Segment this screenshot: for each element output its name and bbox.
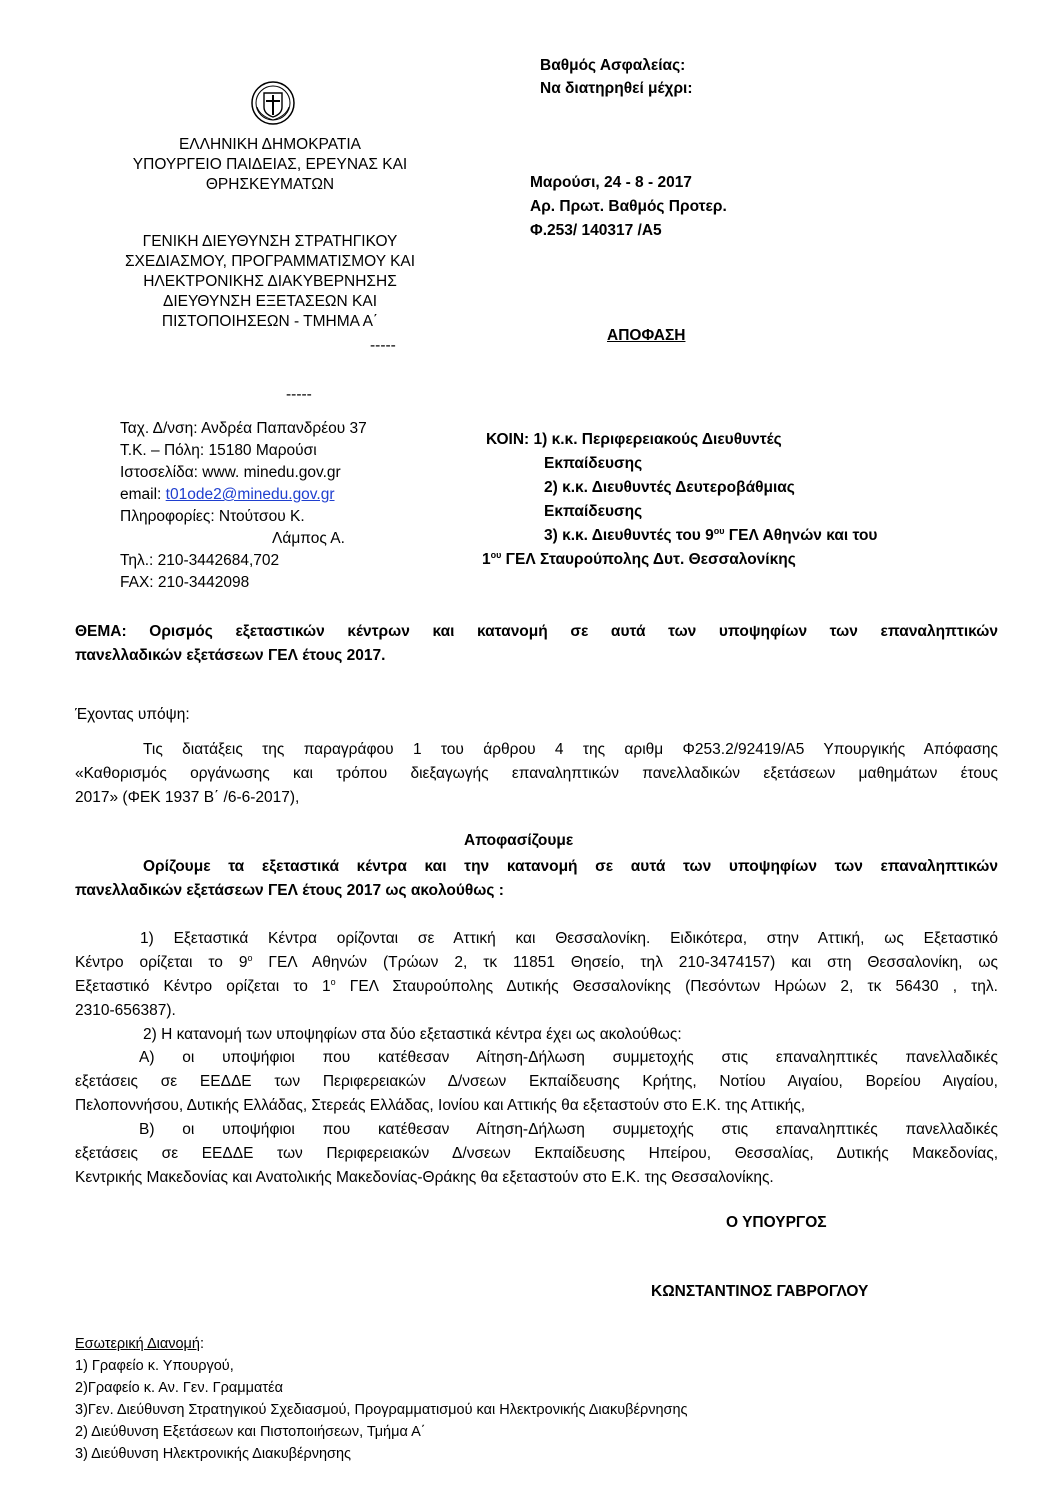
provisions-line-1: Τις διατάξεις της παραγράφου 1 του άρθρου 4 της αριθμ Φ253.2/92419/Α5 Υπουργικής Απόφασης bbox=[143, 741, 998, 758]
ministry-header bbox=[90, 135, 450, 195]
decision-title: ΑΠΟΦΑΣΗ bbox=[607, 327, 686, 344]
distribution-item: 2) Διεύθυνση Εξετάσεων και Πιστοποιήσεων, Τμήμα Α΄ bbox=[75, 1424, 426, 1440]
centers-line-2 bbox=[75, 951, 998, 975]
directorate-line-2: ΣΧΕΔΙΑΣΜΟΥ, ΠΡΟΓΡΑΜΜΑΤΙΣΜΟΥ ΚΑΙ bbox=[124, 253, 416, 270]
group-b-line-2: εξετάσεις σε ΕΕΔΔΕ των Περιφερειακών Δ/νσεων Εκπαίδευσης Ηπείρου, Θεσσαλίας, Δυτικής Μακεδονίας, bbox=[75, 1145, 998, 1162]
group-a-line-2: εξετάσεις σε ΕΕΔΔΕ των Περιφερειακών Δ/νσεων Εκπαίδευσης Κρήτης, Νοτίου Αιγαίου, Βορείου Αιγαίου, bbox=[75, 1073, 998, 1090]
paragraph-exam-centers bbox=[75, 927, 998, 1047]
separator-dashes-2: ----- bbox=[286, 386, 312, 403]
recipient-line-5-text: 3) κ.κ. Διευθυντές του 9 bbox=[544, 527, 714, 544]
centers-line-3-tail: ΓΕΛ Σταυρούπολης Δυτικής Θεσσαλονίκης (Πεσόντων Ηρώων 2, τκ 56430 , τηλ. bbox=[335, 978, 998, 995]
recipient-line-6-num: 1 bbox=[482, 551, 491, 568]
republic-title: ΕΛΛΗΝΙΚΗ ΔΗΜΟΚΡΑΤΙΑ bbox=[178, 136, 362, 153]
protocol-number: Φ.253/ 140317 /Α5 bbox=[530, 222, 662, 239]
ministry-line-1: ΥΠΟΥΡΓΕΙΟ ΠΑΙΔΕΙΑΣ, ΕΡΕΥΝΑΣ ΚΑΙ bbox=[132, 156, 408, 173]
place-date: Μαρούσι, 24 - 8 - 2017 bbox=[530, 174, 692, 191]
group-b-line-3: Κεντρικής Μακεδονίας και Ανατολικής Μακεδονίας-Θράκης θα εξεταστούν στο Ε.Κ. της Θεσσαλονίκης. bbox=[75, 1169, 774, 1186]
distribution-title: Εσωτερική Διανομή bbox=[75, 1336, 200, 1352]
retain-until-label: Να διατηρηθεί μέχρι: bbox=[540, 80, 693, 97]
internal-distribution bbox=[75, 1333, 688, 1465]
protocol-label: Αρ. Πρωτ. Βαθμός Προτερ. bbox=[530, 198, 727, 215]
distribution-item: 3)Γεν. Διεύθυνση Στρατηγικού Σχεδιασμού, Προγραμματισμού και Ηλεκτρονικής Διακυβέρνησης bbox=[75, 1402, 688, 1418]
distribution-title-colon: : bbox=[199, 1336, 204, 1352]
contact-email-row bbox=[120, 484, 367, 506]
separator-dashes-1: ----- bbox=[370, 337, 396, 354]
centers-line-2-text: Κέντρο ορίζεται το 9 bbox=[75, 954, 248, 971]
contact-fax: FAX: 210-3442098 bbox=[120, 574, 250, 591]
recipient-line-4: Εκπαίδευσης bbox=[544, 503, 643, 520]
directorate-line-3: ΗΛΕΚΤΡΟΝΙΚΗΣ ΔΙΑΚΥΒΕΡΝΗΣΗΣ bbox=[143, 273, 397, 290]
distribution-item: 3) Διεύθυνση Ηλεκτρονικής Διακυβέρνησης bbox=[75, 1446, 352, 1462]
define-line-1: Ορίζουμε τα εξεταστικά κέντρα και την κατανομή σε αυτά των υποψηφίων των επαναληπτικών bbox=[143, 858, 998, 875]
recipient-line-5-sup: ου bbox=[713, 525, 725, 536]
define-line-2: πανελλαδικών εξετάσεων ΓΕΛ έτους 2017 ως ακολούθως : bbox=[75, 882, 504, 899]
centers-line-4: 2310-656387). bbox=[75, 1002, 176, 1019]
directorate-header bbox=[90, 232, 450, 332]
paragraph-group-b bbox=[75, 1118, 998, 1190]
recipient-line-6 bbox=[482, 548, 877, 572]
subject-line-1: ΘΕΜΑ: Ορισμός εξεταστικών κέντρων και κατανομή σε αυτά των υποψηφίων των επαναληπτικών bbox=[75, 623, 998, 640]
contact-info-1: Πληροφορίες: Ντούτσου Κ. bbox=[120, 508, 305, 525]
ministry-line-2: ΘΡΗΣΚΕΥΜΑΤΩΝ bbox=[205, 176, 335, 193]
contact-email-label: email: bbox=[120, 486, 166, 503]
security-level-label: Βαθμός Ασφαλείας: bbox=[540, 57, 686, 74]
group-b-line-1: Β) οι υποψήφιοι που κατέθεσαν Αίτηση-Δήλωση συμμετοχής στις επαναληπτικές πανελλαδικές bbox=[139, 1121, 998, 1138]
group-a-line-3: Πελοποννήσου, Δυτικής Ελλάδας, Στερεάς Ελλάδας, Ιονίου και Αττικής θα εξεταστούν στο Ε.Κ. της Αττικής, bbox=[75, 1097, 806, 1114]
recipient-line-3: 2) κ.κ. Διευθυντές Δευτεροβάθμιας bbox=[544, 479, 795, 496]
provisions-line-2: «Καθορισμός οργάνωσης και τρόπου διεξαγωγής επαναληπτικών πανελλαδικών εξετάσεων μαθημάτων έτους bbox=[75, 765, 998, 782]
signature-name: ΚΩΝΣΤΑΝΤΙΝΟΣ ΓΑΒΡΟΓΛΟΥ bbox=[651, 1283, 869, 1300]
subject-block bbox=[75, 620, 998, 668]
recipients-block bbox=[482, 428, 878, 572]
directorate-line-5: ΠΙΣΤΟΠΟΙΗΣΕΩΝ - ΤΜΗΜΑ Α΄ bbox=[161, 313, 379, 330]
signature-title: Ο ΥΠΟΥΡΓΟΣ bbox=[726, 1214, 827, 1231]
contact-postal: Τ.Κ. – Πόλη: 15180 Μαρούσι bbox=[120, 442, 317, 459]
decide-heading: Αποφασίζουμε bbox=[464, 832, 574, 849]
distribution-title-row bbox=[75, 1333, 688, 1355]
recipient-line-6-sup: ου bbox=[490, 549, 502, 560]
greek-coat-of-arms-icon bbox=[250, 80, 296, 126]
centers-line-2-tail: ΓΕΛ Αθηνών (Τρώων 2, τκ 11851 Θησείο, τηλ 210-3474157) και στη Θεσσαλονίκη, ως bbox=[252, 954, 999, 971]
recipient-line-6-text: ΓΕΛ Σταυρούπολης Δυτ. Θεσσαλονίκης bbox=[501, 551, 796, 568]
recipient-line-5-tail: ΓΕΛ Αθηνών και του bbox=[724, 527, 878, 544]
centers-line-3-sup: ο bbox=[330, 976, 336, 987]
centers-line-2-sup: ο bbox=[247, 952, 253, 963]
centers-line-3-text: Εξεταστικό Κέντρο ορίζεται το 1 bbox=[75, 978, 331, 995]
directorate-line-4: ΔΙΕΥΘΥΝΣΗ ΕΞΕΤΑΣΕΩΝ ΚΑΙ bbox=[162, 293, 378, 310]
subject-line-2: πανελλαδικών εξετάσεων ΓΕΛ έτους 2017. bbox=[75, 647, 386, 664]
paragraph-group-a bbox=[75, 1046, 998, 1118]
centers-line-1: 1) Εξεταστικά Κέντρα ορίζονται σε Αττική και Θεσσαλονίκη. Ειδικότερα, στην Αττική, ως Εξεταστικό bbox=[140, 930, 998, 947]
directorate-line-1: ΓΕΝΙΚΗ ΔΙΕΥΘΥΝΣΗ ΣΤΡΑΤΗΓΙΚΟΥ bbox=[142, 233, 398, 250]
paragraph-define bbox=[75, 855, 998, 903]
contact-block bbox=[120, 418, 367, 594]
recipient-line-5 bbox=[486, 524, 877, 548]
distribution-item: 1) Γραφείο κ. Υπουργού, bbox=[75, 1358, 234, 1374]
group-a-line-1: Α) οι υποψήφιοι που κατέθεσαν Αίτηση-Δήλωση συμμετοχής στις επαναληπτικές πανελλαδικές bbox=[139, 1049, 998, 1066]
contact-website: Ιστοσελίδα: www. minedu.gov.gr bbox=[120, 464, 341, 481]
contact-info-2: Λάμπος Α. bbox=[272, 530, 345, 547]
contact-email-link[interactable]: t01ode2@minedu.gov.gr bbox=[165, 486, 335, 503]
allocation-intro: 2) Η κατανομή των υποψηφίων στα δύο εξεταστικά κέντρα έχει ως ακολούθως: bbox=[143, 1026, 682, 1043]
recipient-line-2: Εκπαίδευσης bbox=[544, 455, 643, 472]
provisions-line-3: 2017» (ΦΕΚ 1937 Β΄ /6-6-2017), bbox=[75, 789, 300, 806]
paragraph-provisions bbox=[75, 738, 998, 810]
distribution-item: 2)Γραφείο κ. Αν. Γεν. Γραμματέα bbox=[75, 1380, 283, 1396]
contact-address: Ταχ. Δ/νση: Ανδρέα Παπανδρέου 37 bbox=[120, 420, 367, 437]
recipient-line-1: ΚΟΙΝ: 1) κ.κ. Περιφερειακούς Διευθυντές bbox=[486, 431, 782, 448]
considering-label: Έχοντας υπόψη: bbox=[75, 706, 190, 723]
contact-phone: Τηλ.: 210-3442684,702 bbox=[120, 552, 280, 569]
centers-line-3 bbox=[75, 975, 998, 999]
